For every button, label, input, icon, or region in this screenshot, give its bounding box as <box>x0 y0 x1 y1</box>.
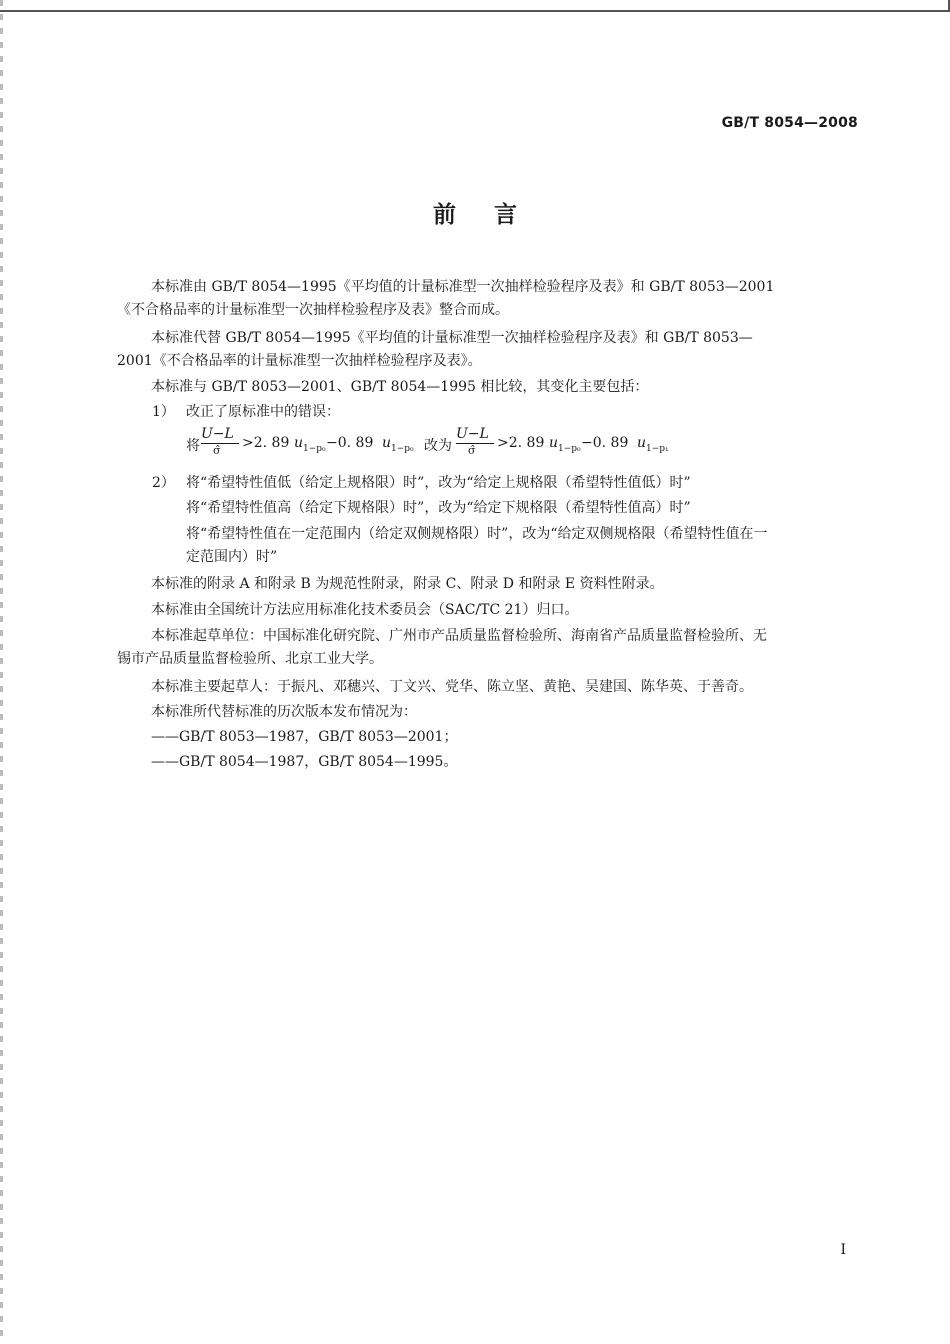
formula-sub-1: 1−p₀ <box>303 444 326 454</box>
item-2-line-1: 将“希望特性值低（给定上规格限）时”，改为“给定上规格限（希望特性值低）时” <box>186 475 691 491</box>
fraction-1-denominator: σ̂ <box>213 444 221 457</box>
para-1-line-2: 《不合格品率的计量标准型一次抽样检验程序及表》整合而成。 <box>117 302 509 318</box>
formula-u-2: u <box>382 435 392 451</box>
item-1-text: 改正了原标准中的错误： <box>186 404 340 420</box>
page-number: I <box>840 1242 846 1258</box>
para-5: 本标准由全国统计方法应用标准化技术委员会（SAC/TC 21）归口。 <box>151 602 579 618</box>
page-title: 前言 <box>433 202 555 228</box>
formula-u-1: u <box>294 435 304 451</box>
fraction-2-numerator: U−L <box>456 426 489 442</box>
formula-sub-3: 1−p₀ <box>558 444 581 454</box>
formula-term-4: −0. 89 <box>581 435 629 451</box>
para-1-line-1: 本标准由 GB/T 8054—1995《平均值的计量标准型一次抽样检验程序及表》和 GB/T 8053—2001 <box>151 279 775 295</box>
formula-term-3: >2. 89 <box>497 435 545 451</box>
fraction-1-numerator: U−L <box>201 426 234 442</box>
para-9: ——GB/T 8053—1987，GB/T 8053—2001； <box>151 729 458 745</box>
item-2-line-4: 定范围内）时” <box>186 549 278 565</box>
para-6-line-1: 本标准起草单位：中国标准化研究院、广州市产品质量监督检验所、海南省产品质量监督检验所、无 <box>151 628 767 644</box>
formula-sub-2: 1−p₀ <box>391 444 414 454</box>
para-4: 本标准的附录 A 和附录 B 为规范性附录，附录 C、附录 D 和附录 E 资料性附录。 <box>151 576 664 592</box>
para-2-line-2: 2001《不合格品率的计量标准型一次抽样检验程序及表》。 <box>117 353 482 369</box>
item-1-number: 1） <box>152 404 175 420</box>
formula-sub-4: 1−p₁ <box>646 444 669 454</box>
para-8: 本标准所代替标准的历次版本发布情况为： <box>151 704 417 720</box>
formula-term-1: >2. 89 <box>242 435 290 451</box>
standard-code: GB/T 8054—2008 <box>721 115 858 131</box>
top-rule <box>0 10 950 12</box>
item-2-number: 2） <box>152 475 175 491</box>
para-10: ——GB/T 8054—1987，GB/T 8054—1995。 <box>151 754 458 770</box>
formula-prefix: 将 <box>186 438 200 454</box>
formula <box>186 426 786 460</box>
formula-u-4: u <box>637 435 647 451</box>
para-3: 本标准与 GB/T 8053—2001、GB/T 8054—1995 相比较，其变化主要包括： <box>151 379 649 395</box>
formula-u-3: u <box>549 435 559 451</box>
item-2-line-3: 将“希望特性值在一定范围内（给定双侧规格限）时”，改为“给定双侧规格限（希望特性值在一 <box>186 526 768 542</box>
para-6-line-2: 锡市产品质量监督检验所、北京工业大学。 <box>117 651 383 667</box>
fraction-2-denominator: σ̂ <box>468 444 476 457</box>
item-2-line-2: 将“希望特性值高（给定下规格限）时”，改为“给定下规格限（希望特性值高）时” <box>186 500 691 516</box>
formula-middle: 改为 <box>424 438 452 454</box>
para-2-line-1: 本标准代替 GB/T 8054—1995《平均值的计量标准型一次抽样检验程序及表》和 GB/T 8053— <box>151 330 753 346</box>
para-7: 本标准主要起草人：于振凡、邓穗兴、丁文兴、党华、陈立坚、黄艳、吴建国、陈华英、于善奇。 <box>151 679 753 695</box>
formula-term-2: −0. 89 <box>326 435 374 451</box>
